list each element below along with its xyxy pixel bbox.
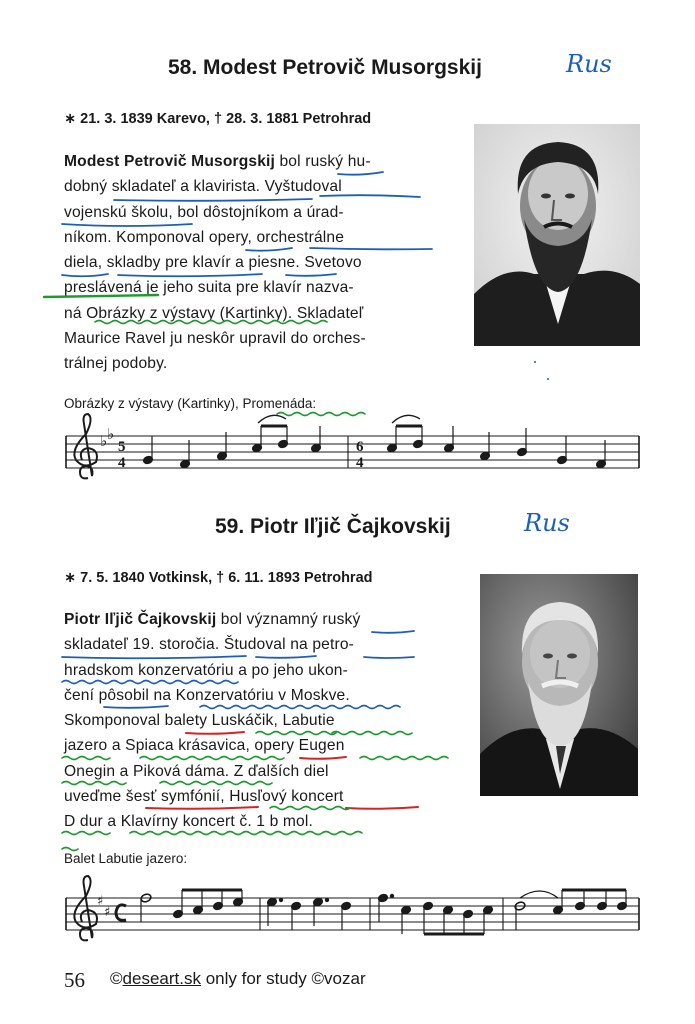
text: Skomponoval [64,712,165,730]
annot-blue: skladateľ 19. storočia [64,636,215,654]
text: a [102,813,121,831]
annot-blue-wavy: hradskom konzervatóriu [64,661,234,679]
annot-red: balety [164,712,208,730]
annot-green-wavy: Onegin [64,762,116,780]
text: Obrázky z výstavy (Kartinky), [64,396,243,411]
annot-blue: ruský [305,153,344,170]
treble-clef-icon [74,876,97,940]
footer-link[interactable]: deseart.sk [122,969,201,988]
text: ná [64,304,87,322]
annot-green-wavy: Luskáčik [211,712,274,730]
annot-blue: vojenskú školu [64,203,169,221]
text: , [245,737,255,755]
text: . Svetovo [295,254,362,272]
annot-green-wavy: č. 1 b mol. [234,813,313,831]
composer-name: Piotr Iľjič Čajkovskij [64,611,217,628]
text: uveďme [64,788,126,806]
text: Maurice Ravel ju neskôr upravil do orches- [64,330,366,348]
time-sig-bottom: 4 [356,455,364,471]
annot-green-wavy: jazero [64,737,108,755]
annot-blue: piesne [248,254,296,272]
time-sig-top: 5 [118,439,126,455]
annot-blue: opery [208,228,248,246]
text: a [230,254,249,272]
annot-blue: Vyštudoval [264,178,342,196]
handwritten-note-rus: Rus [524,509,570,537]
section-58-title: 58. Modest Petrovič Musorgskij [168,56,482,79]
annot-blue: pôsobil [98,686,150,704]
text: trálnej podoby. [64,355,168,373]
annot-blue: diela [64,254,98,272]
handwritten-note-rus: Rus [566,50,612,78]
annot-red: opery [254,737,295,755]
text: a [115,762,133,780]
text: , [220,788,230,806]
annot-blue: skladateľ a klavirista. [111,178,261,196]
text: , [97,254,107,272]
section-59-title: 59. Piotr Iľjič Čajkovskij [215,515,451,538]
annot-blue: skladby pre klavír [106,254,231,272]
text: , [273,712,283,730]
common-time-icon [116,905,126,920]
text: a po jeho ukon- [233,661,348,679]
text: čení [64,686,99,704]
annot-red: koncert [291,788,344,806]
annot-blue-wavy: Konzervatóriu v Moskve. [175,686,350,704]
footer-copyright [110,969,366,989]
time-sig-top: 6 [356,439,364,455]
annot-green-wavy: Spiaca krásavica [125,737,246,755]
composer-name: Modest Petrovič Musorgskij [64,153,275,170]
annot-green-wavy: Klavírny koncert [120,813,235,831]
text: . [214,636,224,654]
annot-green-wavy: Eugen [298,737,345,755]
time-sig-bottom: 4 [118,455,126,471]
annot-green-wavy: Promenáda: [242,396,317,411]
page-number: 56 [64,968,85,992]
text: dobný [64,178,112,196]
text: . Skladateľ [287,304,364,322]
flat-icon: ♭ [107,425,115,443]
annot-green-wavy: D dur [64,813,103,831]
sharp-icon: ♯ [104,905,111,920]
sharp-icon: ♯ [97,894,104,909]
text: bol významný [216,611,323,628]
text: na [285,636,313,654]
annot-blue: petro- [312,636,354,654]
text: na [149,686,176,704]
text: only for study ©vozar [200,969,366,988]
flat-icon: ♭ [100,432,108,450]
text: , bol dôstojníkom a úrad- [168,203,344,221]
section-58-dates: ∗ 21. 3. 1839 Karevo, † 28. 3. 1881 Petrohrad [64,111,372,127]
text: . Z ďalších diel [224,762,329,780]
notes [140,874,627,934]
text: © [110,969,123,988]
text: je jeho suita pre klavír nazva- [141,279,354,297]
annot-green-wavy: Labutie [282,712,335,730]
annot-green-wavy: Obrázky z výstavy (Kartinky) [86,304,288,322]
section-59-dates: ∗ 7. 5. 1840 Votkinsk, † 6. 11. 1893 Petrohrad [64,570,373,586]
text: a [107,737,126,755]
annot-green-wavy: Piková dáma [132,762,225,780]
annot-blue: Študoval [223,636,286,654]
annot-green: preslávená [64,279,142,297]
text: hu- [343,153,371,170]
annot-blue: ruský [322,611,361,628]
caption-59: Balet Labutie jazero: [64,851,188,866]
text: , [247,228,257,246]
text: níkom. Komponoval [64,228,209,246]
annot-blue: orchestrálne [256,228,345,246]
text: bol [275,153,306,170]
annot-red: šesť symfónií [125,788,221,806]
annot-green-wavy: Husľový [229,788,287,806]
